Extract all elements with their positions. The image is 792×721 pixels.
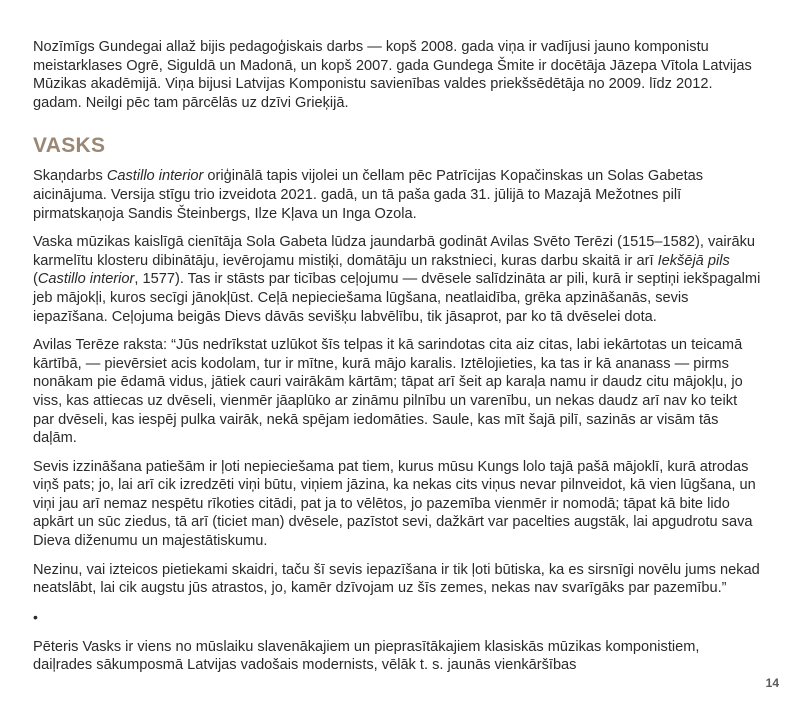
paragraph-vasks-bio: Pēteris Vasks ir viens no mūslaiku slavenākajiem un pieprasītākajiem klasiskās mūzikas komponistiem, daiļrades sākumposmā Latvijas vadošais modernists, vēlāk t. s. jaunās vienkāršības [33, 638, 700, 674]
text-span: Vaska mūzikas kaislīgā cienītāja Sola Gabeta lūdza jaundarbā godināt Avilas Svēto Terēzi (1515–1582), vairāku karmelītu klosteru dibinātāju, ievērojamu mistiķi, domātāju un rakstnieci, kuras darbu skaitā ir arī [33, 234, 756, 269]
work-title: Castillo interior [106, 168, 204, 185]
paragraph-quote-2: Sevis izzināšana patiešām ir ļoti nepieciešama pat tiem, kurus mūsu Kungs lolo tajā pašā mājoklī, kurā atrodas viņš pats; jo, lai arī cik izredzēti viņi būtu, viņiem jāzina, ka nekas cits viņus nevar pilnveidot, kā vien lūgšana, un viņi jau arī nemaz nespētu rīkoties citādi, pat ja to vēlētos, jo pazemība vienmēr ir nomodā; tāpat kā bite lido apkārt un sūc ziedus, tā arī (ticiet man) dvēsele, pazīstot sevi, dažkārt var pacelties augstāk, lai apgudrotu sava Dieva diženumu un majestātiskumu. [33, 458, 756, 550]
paragraph-castillo-origin [33, 167, 761, 223]
text-span: oriģinālā tapis vijolei un čellam pēc Patrīcijas Kopačinskas un Solas Gabetas aicinājuma. Versija stīgu trio izveidota 2021. gadā, un tā paša gada 31. jūlijā to Mazajā Mežotnes pilī pirmatskaņoja Sandis Šteinbergs, Ilze Kļava un Inga Ozola. [33, 168, 704, 222]
intro-paragraph: Nozīmīgs Gundegai allaž bijis pedagoģiskais darbs — kopš 2008. gada viņa ir vadījusi jauno komponistu meistarklases Ogrē, Siguldā un Madonā, un kopš 2007. gada Gundega Šmite ir docētāja Jāzepa Vītola Latvijas Mūzikas akadēmijā. Viņa bijusi Latvijas Komponistu savienības valdes priekšsēdētāja no 2009. līdz 2012. gadam. Neilgi pēc tam pārcēlās uz dzīvi Grieķijā. [33, 39, 752, 111]
bullet-separator: • [33, 608, 38, 625]
paragraph-quote-1: Avilas Terēze raksta: “Jūs nedrīkstat uzlūkot šīs telpas it kā sarindotas cita aiz citas, labi iekārtotas un teicamā kārtībā, — pievērsiet acis kodolam, tur ir mītne, kurā mājo karalis. Iztēlojieties, ka tas ir kā ananass — pirms nonākam pie ēdamā vidus, jātiek cauri vairākām kārtām; tāpat arī šeit ap karaļa namu ir daudz citu mājokļu, jo viss, kas attiecas uz dvēseli, vienmēr jāaplūko ar zināmu pilnību un varenību, un nekas daudz arī nav ko teikt par dvēseli, kas iespēj pulka vairāk, nekā spējam iedomāties. Saule, kas mīt šajā pilī, sazinās ar visām tās daļām. [33, 337, 743, 447]
page-content [33, 38, 761, 675]
text-span: Skaņdarbs [33, 168, 107, 185]
text-span: , 1577). Tas ir stāsts par ticības ceļojumu — dvēsele salīdzināta ar pili, kurā ir septiņi iekšpagalmi jeb mājokļi, kuros secīgi jānokļūst. Ceļā nepieciešama lūgšana, neatlaidība, grēka apzināšanās, sevis iepazīšana. Ceļojuma beigās Dievs dāvās sevišķu labvēlību, tik jāsaprot, par ko tā dvēselei dota. [33, 271, 761, 325]
book-title: Iekšējā pils [657, 252, 730, 269]
book-title-original: Castillo interior [37, 271, 135, 288]
page-number: 14 [765, 676, 779, 690]
paragraph-quote-3: Nezinu, vai izteicos pietiekami skaidri, taču šī sevis iepazīšana ir tik ļoti būtiska, ka es sirsnīgi novēlu jums nekad neatslābt, lai cik augstu jūs atrastos, jo, kamēr dzīvojam uz šīs zemes, nekas nav svarīgāks par pazemību.” [33, 561, 760, 597]
section-heading: VASKS [33, 134, 106, 158]
paragraph-teresa [33, 233, 761, 326]
text-span: ( [33, 271, 38, 288]
